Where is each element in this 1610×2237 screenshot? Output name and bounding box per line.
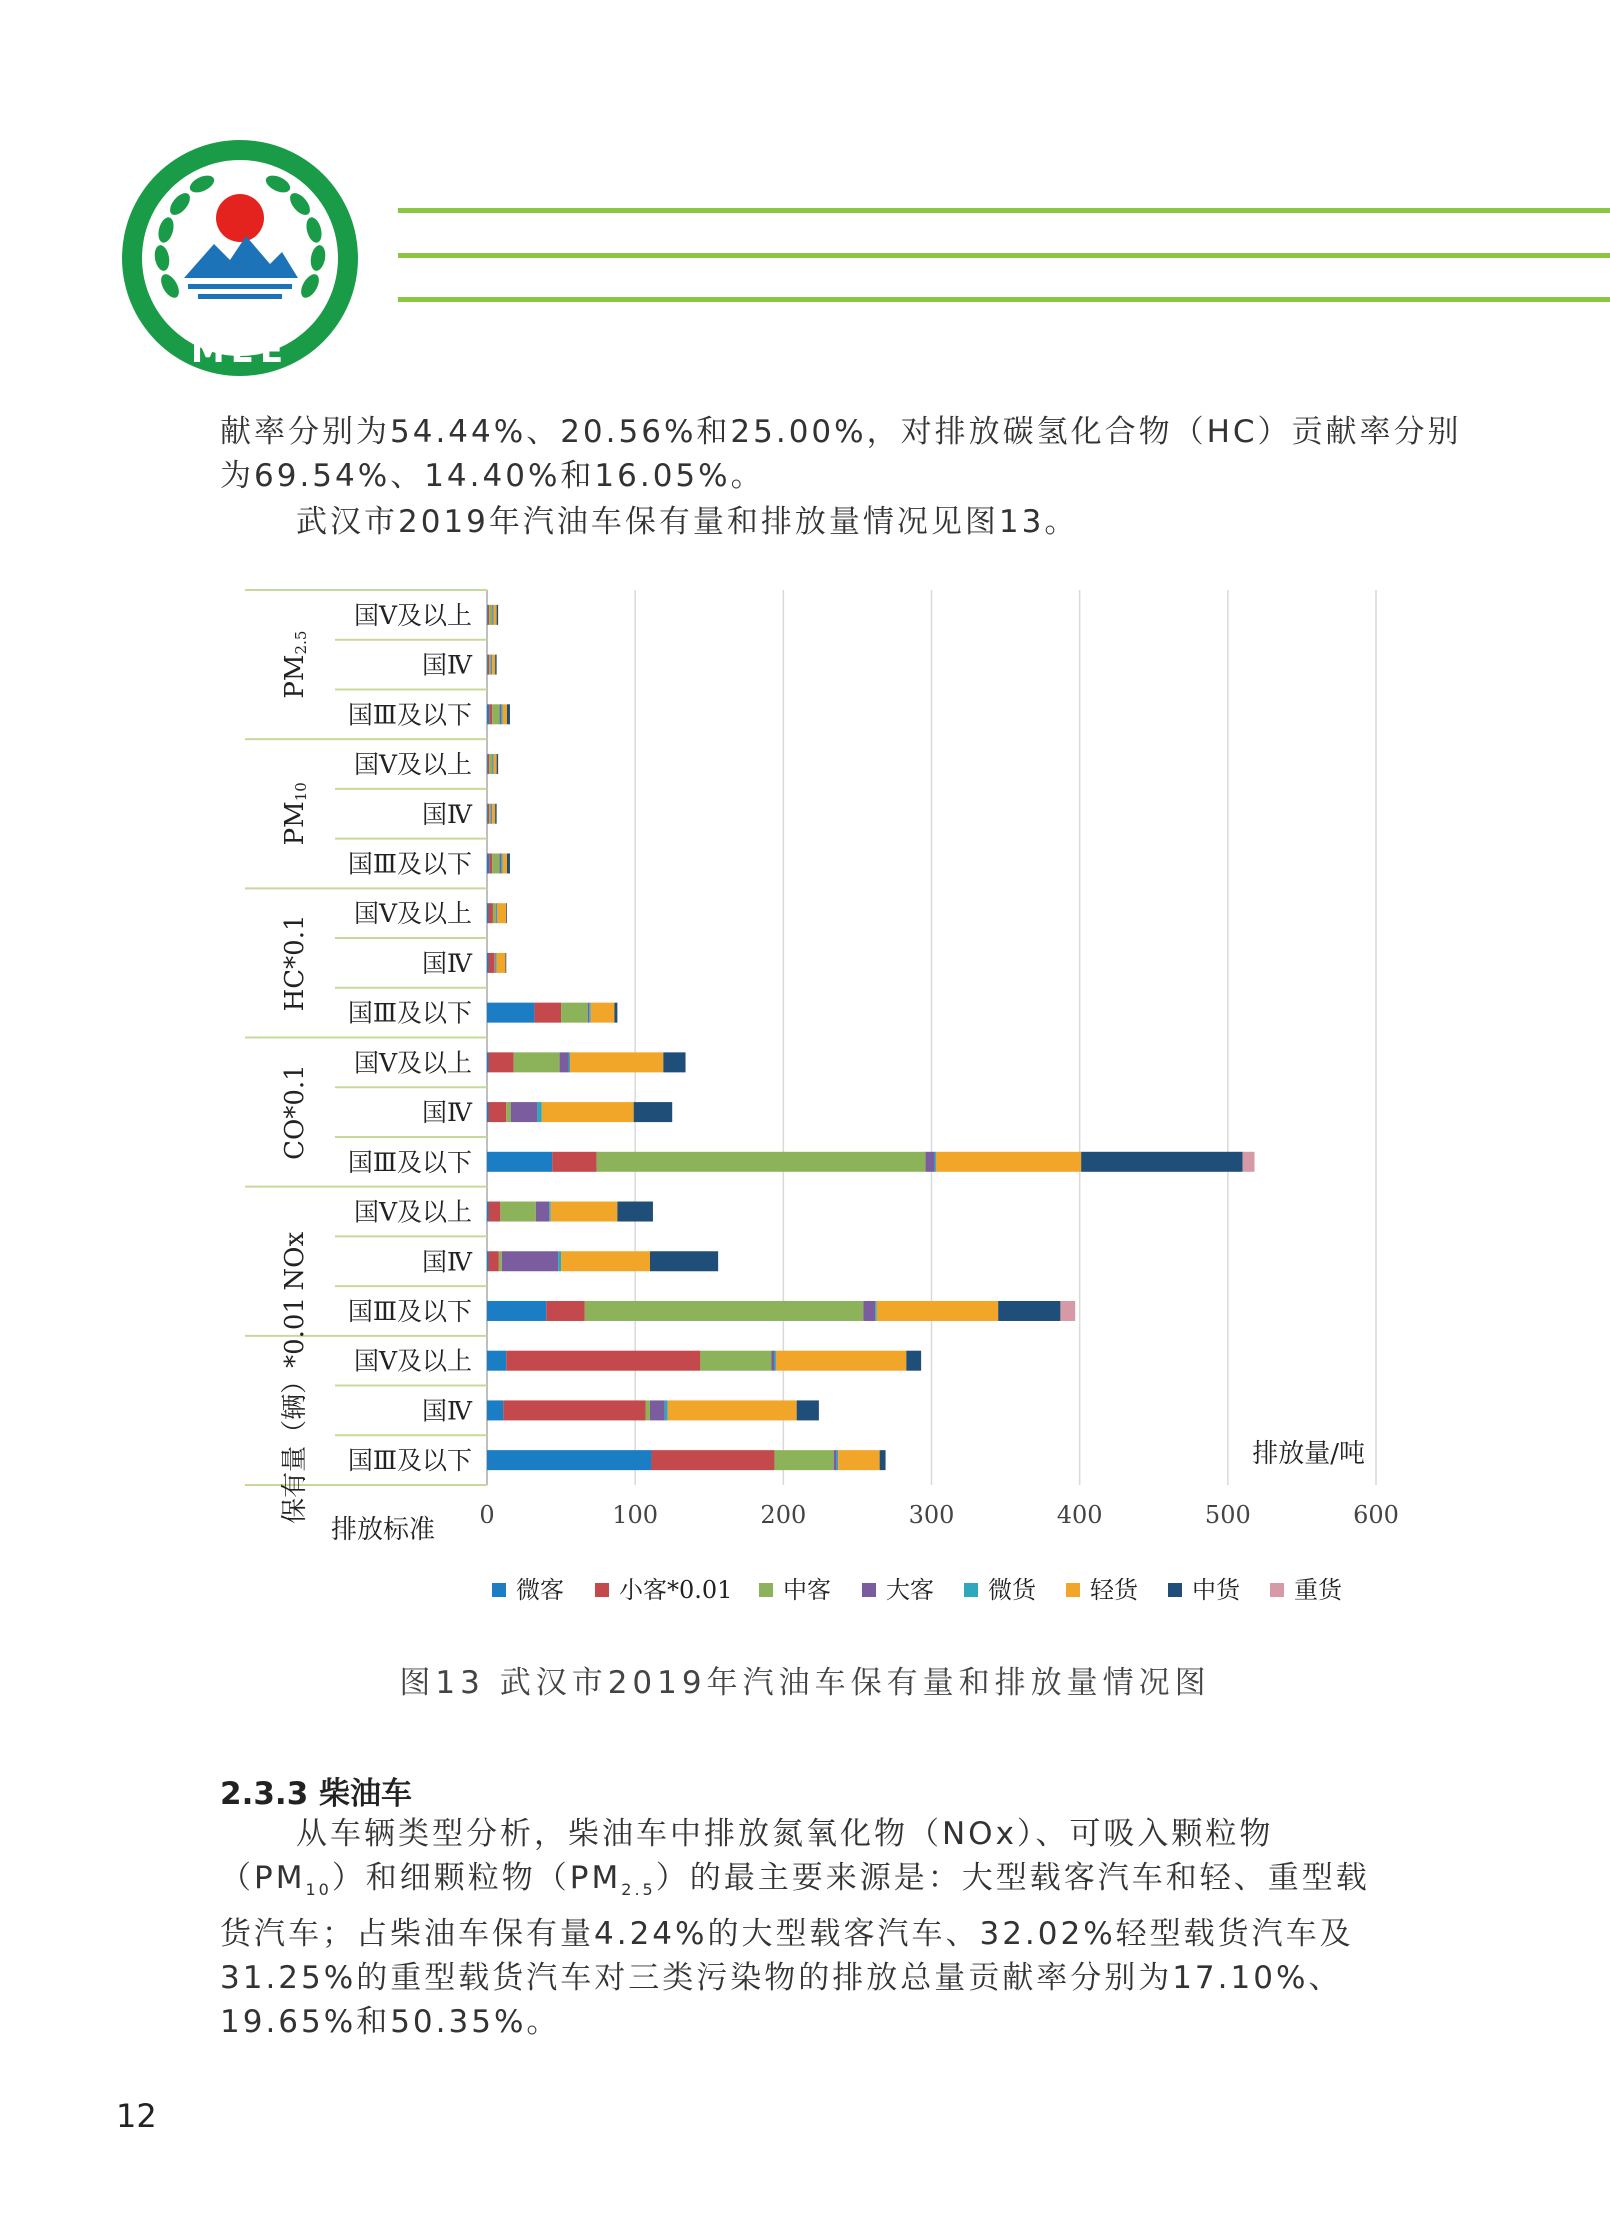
x-tick-label: 600 bbox=[1353, 1501, 1399, 1529]
bar-segment bbox=[906, 1351, 921, 1371]
legend-swatch bbox=[1066, 1583, 1080, 1597]
bar-segment bbox=[487, 1450, 651, 1470]
group-label: NOx bbox=[280, 1231, 310, 1291]
bar-segment bbox=[491, 804, 492, 824]
bar-segment bbox=[537, 1102, 541, 1122]
bar-segment bbox=[492, 853, 499, 873]
body-line-5: 19.65%和50.35%。 bbox=[220, 2004, 561, 2041]
x-tick-label: 200 bbox=[760, 1501, 807, 1529]
category-label: 国Ⅴ及以上 bbox=[353, 899, 472, 929]
bar-segment bbox=[487, 853, 489, 873]
bar-segment bbox=[776, 1351, 906, 1371]
legend-label: 重货 bbox=[1294, 1576, 1342, 1604]
body-line-2: $(PM_{10})$和细颗粒物$(PM_{2.5})$的最主要来源是：大型载客汽车和轻、重型载 bbox=[220, 1860, 1370, 1900]
bar-segment bbox=[561, 1251, 650, 1271]
bar-segment bbox=[774, 1351, 775, 1371]
bar-segment bbox=[934, 1152, 935, 1172]
category-label: 国Ⅲ及以下 bbox=[347, 1296, 472, 1326]
category-label: 国Ⅳ bbox=[422, 650, 472, 680]
bar-segment bbox=[496, 903, 497, 923]
chart-labels bbox=[280, 601, 1399, 1545]
bar-segment bbox=[585, 1301, 864, 1321]
bar-segment bbox=[875, 1301, 876, 1321]
bar-segment bbox=[487, 1052, 488, 1072]
bar-segment bbox=[489, 605, 492, 625]
bar-segment bbox=[1081, 1152, 1243, 1172]
bar-segment bbox=[561, 1003, 588, 1023]
bar-segment bbox=[491, 655, 492, 675]
bar-segment bbox=[493, 605, 494, 625]
bar-segment bbox=[838, 1450, 879, 1470]
x-tick-label: 300 bbox=[908, 1501, 955, 1529]
legend-swatch bbox=[492, 1583, 506, 1597]
x-tick-label: 500 bbox=[1204, 1501, 1251, 1529]
bar-segment bbox=[491, 655, 492, 675]
group-label: CO*0.1 bbox=[280, 1064, 310, 1160]
bar-segment bbox=[489, 754, 492, 774]
bar-segment bbox=[494, 605, 497, 625]
figure-caption: 图13 武汉市2019年汽油车保有量和排放量情况图 bbox=[399, 1665, 1211, 1701]
category-label: 国Ⅲ及以下 bbox=[347, 1446, 472, 1476]
body-line-3: 货汽车；占柴油车保有量4.24%的大型载客汽车、32.02%轻型载货汽车及 bbox=[220, 1916, 1354, 1953]
bar-segment bbox=[493, 903, 496, 923]
bar-segment bbox=[560, 1052, 569, 1072]
bar-segment bbox=[488, 655, 489, 675]
bar-segment bbox=[487, 1351, 506, 1371]
bar-segment bbox=[551, 1202, 618, 1222]
category-label: 国Ⅴ及以上 bbox=[353, 1346, 472, 1376]
bar-segment bbox=[489, 704, 492, 724]
legend-label: 中客 bbox=[783, 1576, 831, 1604]
bar-segment bbox=[1060, 1301, 1075, 1321]
bar-segment bbox=[771, 1351, 774, 1371]
bar-segment bbox=[511, 1102, 538, 1122]
bar-segment bbox=[617, 1202, 653, 1222]
bar-segment bbox=[495, 655, 496, 675]
bar-segment bbox=[506, 1351, 700, 1371]
bar-segment bbox=[998, 1301, 1060, 1321]
bar-segment bbox=[534, 1003, 561, 1023]
category-label: 国Ⅳ bbox=[422, 1098, 472, 1128]
bar-segment bbox=[487, 1152, 552, 1172]
bar-segment bbox=[495, 953, 496, 973]
bar-segment bbox=[507, 853, 510, 873]
body-paragraph bbox=[220, 1812, 1410, 2044]
bar-segment bbox=[500, 704, 501, 724]
bar-segment bbox=[536, 1202, 549, 1222]
bar-segment bbox=[489, 655, 490, 675]
bar-segment bbox=[668, 1400, 797, 1420]
bar-segment bbox=[502, 1251, 558, 1271]
bar-segment bbox=[597, 1152, 926, 1172]
x-axis-title: 排放量/吨 bbox=[1252, 1439, 1365, 1469]
bar-segment bbox=[837, 1450, 838, 1470]
bar-segment bbox=[488, 605, 489, 625]
bar-segment bbox=[488, 1251, 498, 1271]
bar-segment bbox=[650, 1400, 665, 1420]
bar-segment bbox=[487, 655, 488, 675]
bar-segment bbox=[797, 1400, 819, 1420]
bar-segment bbox=[488, 1202, 500, 1222]
bar-segment bbox=[492, 754, 493, 774]
bar-segment bbox=[487, 704, 489, 724]
bar-segment bbox=[591, 1003, 615, 1023]
bar-segment bbox=[488, 754, 489, 774]
bar-segment bbox=[614, 1003, 617, 1023]
bar-segment bbox=[651, 1450, 774, 1470]
legend-swatch bbox=[1270, 1583, 1284, 1597]
bar-segment bbox=[493, 754, 494, 774]
category-label: 国Ⅳ bbox=[422, 1396, 472, 1426]
category-label: 国Ⅳ bbox=[422, 948, 472, 978]
bar-segment bbox=[495, 804, 496, 824]
bar-segment bbox=[489, 804, 490, 824]
chart-bars bbox=[487, 605, 1255, 1470]
legend-label: 中货 bbox=[1192, 1576, 1240, 1604]
bar-segment bbox=[487, 1301, 546, 1321]
logo-text: MEE bbox=[190, 331, 290, 371]
bar-segment bbox=[487, 1003, 534, 1023]
legend-label: 微客 bbox=[516, 1576, 564, 1604]
bar-segment bbox=[663, 1052, 685, 1072]
legend-swatch bbox=[1168, 1583, 1182, 1597]
legend-swatch bbox=[964, 1583, 978, 1597]
legend-label: 小客*0.01 bbox=[619, 1576, 733, 1604]
bar-segment bbox=[552, 1152, 596, 1172]
bar-segment bbox=[494, 953, 495, 973]
bar-segment bbox=[700, 1351, 771, 1371]
bar-segment bbox=[492, 704, 499, 724]
bar-segment bbox=[650, 1251, 718, 1271]
bar-segment bbox=[634, 1102, 673, 1122]
bar-segment bbox=[492, 655, 495, 675]
category-label: 国Ⅲ及以下 bbox=[347, 998, 472, 1028]
bar-segment bbox=[489, 853, 492, 873]
bar-segment bbox=[497, 953, 506, 973]
bar-segment bbox=[514, 1052, 560, 1072]
category-label: 国Ⅲ及以下 bbox=[347, 700, 472, 730]
bar-segment bbox=[570, 1052, 663, 1072]
bar-segment bbox=[558, 1251, 561, 1271]
category-label: 国Ⅴ及以上 bbox=[353, 750, 472, 780]
group-label: HC*0.1 bbox=[280, 914, 310, 1012]
x-tick-label: 400 bbox=[1056, 1501, 1103, 1529]
bar-segment bbox=[503, 853, 507, 873]
legend-swatch bbox=[862, 1583, 876, 1597]
bar-segment bbox=[488, 903, 492, 923]
bar-segment bbox=[497, 903, 498, 923]
bar-segment bbox=[542, 1102, 634, 1122]
category-label: 国Ⅴ及以上 bbox=[353, 600, 472, 630]
legend-label: 大客 bbox=[886, 1576, 934, 1604]
body-line-1: 从车辆类型分析，柴油车中排放氮氧化物（NOx）、可吸入颗粒物 bbox=[296, 1816, 1274, 1852]
bar-segment bbox=[588, 1003, 589, 1023]
body-line-4: 31.25%的重型载货汽车对三类污染物的排放总量贡献率分别为17.10%、 bbox=[220, 1960, 1343, 1997]
x-tick-label: 100 bbox=[612, 1501, 659, 1529]
bar-segment bbox=[877, 1301, 998, 1321]
x-tick-label: 0 bbox=[479, 1501, 495, 1529]
bar-segment bbox=[568, 1052, 569, 1072]
category-label: 国Ⅴ及以上 bbox=[353, 1197, 472, 1227]
bar-segment bbox=[492, 605, 493, 625]
bar-segment bbox=[501, 853, 502, 873]
legend-label: 微货 bbox=[988, 1576, 1036, 1604]
bar-segment bbox=[487, 804, 488, 824]
category-label: 国Ⅳ bbox=[422, 1247, 472, 1277]
bar-segment bbox=[506, 953, 507, 973]
bar-segment bbox=[936, 1152, 1081, 1172]
bar-segment bbox=[646, 1400, 650, 1420]
bar-segment bbox=[774, 1450, 833, 1470]
bar-segment bbox=[491, 804, 492, 824]
bar-segment bbox=[549, 1202, 550, 1222]
legend-swatch bbox=[759, 1583, 773, 1597]
bar-segment bbox=[487, 1251, 488, 1271]
bar-segment bbox=[506, 1102, 510, 1122]
legend-label: 轻货 bbox=[1090, 1576, 1138, 1604]
bar-segment bbox=[589, 1003, 590, 1023]
intro-line-3: 武汉市2019年汽油车保有量和排放量情况见图13。 bbox=[296, 504, 1079, 540]
bar-segment bbox=[503, 704, 507, 724]
chart-legend bbox=[492, 1576, 1344, 1604]
group-label: $PM_{10}$ bbox=[280, 782, 310, 846]
bar-segment bbox=[487, 1102, 488, 1122]
bar-segment bbox=[494, 754, 497, 774]
bar-segment bbox=[500, 1202, 536, 1222]
bar-segment bbox=[880, 1450, 886, 1470]
bar-segment bbox=[546, 1301, 585, 1321]
bar-segment bbox=[487, 1400, 503, 1420]
section-title: 2.3.3 柴油车 bbox=[220, 1776, 413, 1812]
intro-line-2: 为69.54%、14.40%和16.05%。 bbox=[220, 458, 765, 494]
page-number: 12 bbox=[116, 2097, 157, 2135]
bar-segment bbox=[487, 953, 488, 973]
bar-segment bbox=[506, 903, 507, 923]
group-label: $PM_{2.5}$ bbox=[280, 630, 310, 699]
intro-line-1: 献率分别为54.44%、20.56%和25.00%，对排放碳氢化合物（HC）贡献率分别 bbox=[220, 414, 1462, 450]
bar-segment bbox=[488, 953, 494, 973]
legend-swatch bbox=[595, 1583, 609, 1597]
bar-segment bbox=[488, 1052, 513, 1072]
category-label: 国Ⅲ及以下 bbox=[347, 1147, 472, 1177]
bar-segment bbox=[926, 1152, 935, 1172]
bar-segment bbox=[487, 605, 488, 625]
bar-segment bbox=[665, 1400, 668, 1420]
bar-segment bbox=[497, 903, 506, 923]
bar-segment bbox=[497, 605, 498, 625]
bar-segment bbox=[499, 1251, 502, 1271]
bar-segment bbox=[1243, 1152, 1255, 1172]
bar-segment bbox=[488, 804, 489, 824]
bar-segment bbox=[492, 804, 495, 824]
y-axis-title: 排放标准 bbox=[330, 1515, 436, 1545]
group-label: 保有量（辆）*0.01 bbox=[280, 1296, 310, 1524]
bar-segment bbox=[487, 903, 488, 923]
bar-segment bbox=[834, 1450, 837, 1470]
bar-segment bbox=[863, 1301, 875, 1321]
bar-segment bbox=[500, 853, 501, 873]
category-label: 国Ⅲ及以下 bbox=[347, 849, 472, 879]
category-label: 国Ⅴ及以上 bbox=[353, 1048, 472, 1078]
bar-segment bbox=[497, 754, 498, 774]
bar-segment bbox=[488, 1102, 506, 1122]
bar-segment bbox=[487, 754, 488, 774]
bar-segment bbox=[501, 704, 502, 724]
bar-segment bbox=[496, 953, 497, 973]
bar-segment bbox=[487, 1202, 488, 1222]
bar-segment bbox=[507, 704, 510, 724]
category-label: 国Ⅳ bbox=[422, 799, 472, 829]
bar-segment bbox=[503, 1400, 645, 1420]
